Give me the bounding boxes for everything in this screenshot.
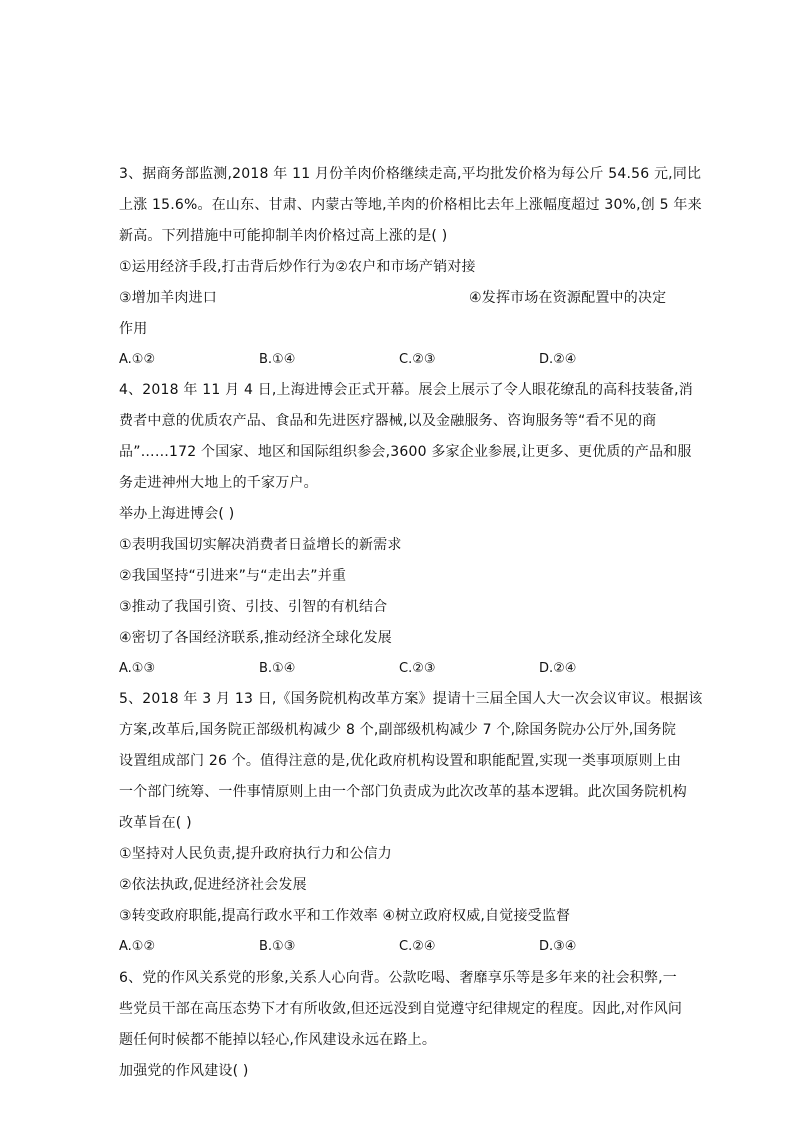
option-b: B.①③ [259, 939, 296, 954]
q4-options [119, 659, 679, 679]
q3-choice-line [119, 288, 679, 308]
q5-choice-3-4: ③转变政府职能,提高行政水平和工作效率 ④树立政府权威,自觉接受监督 [119, 908, 571, 924]
q4-choice-2: ②我国坚持“引进来”与“走出去”并重 [119, 568, 347, 584]
q5-stem-line: 设置组成部门 26 个。值得注意的是,优化政府机构设置和职能配置,实现一类事项原则上由 [119, 753, 682, 769]
q5-choice-2: ②依法执政,促进经济社会发展 [119, 877, 307, 893]
q5-prompt: 改革旨在( ) [119, 815, 192, 831]
q4-choice-3: ③推动了我国引资、引技、引智的有机结合 [119, 599, 388, 615]
option-a: A.①② [119, 352, 156, 367]
q4-prompt: 举办上海进博会( ) [119, 506, 235, 522]
q3-stem-line: 上涨 15.6%。在山东、甘肃、内蒙古等地,羊肉的价格相比去年上涨幅度超过 30%,创 5 年来 [119, 197, 702, 213]
option-c: C.②④ [399, 939, 436, 954]
q4-choice-4: ④密切了各国经济联系,推动经济全球化发展 [119, 630, 392, 646]
q5-stem-line: 5、2018 年 3 月 13 日,《国务院机构改革方案》提请十三届全国人大一次会议审议。根据该 [119, 691, 703, 707]
q4-stem-line: 4、2018 年 11 月 4 日,上海进博会正式开幕。展会上展示了令人眼花缭乱的高科技装备,消 [119, 382, 694, 398]
q4-stem-line: 品”……172 个国家、地区和国际组织参会,3600 多家企业参展,让更多、更优质的产品和服 [119, 444, 692, 460]
option-c: C.②③ [399, 352, 436, 367]
q5-choice-1: ①坚持对人民负责,提升政府执行力和公信力 [119, 846, 392, 862]
q3-choice-4: ④发挥市场在资源配置中的决定 [469, 290, 667, 306]
option-b: B.①④ [259, 352, 296, 367]
q3-stem-line: 新高。下列措施中可能抑制羊肉价格过高上涨的是( ) [119, 228, 448, 244]
option-d: D.②④ [539, 661, 577, 676]
q6-stem-line: 6、党的作风关系党的形象,关系人心向背。公款吃喝、奢靡享乐等是多年来的社会积弊,一 [119, 970, 678, 986]
option-d: D.②④ [539, 352, 577, 367]
option-c: C.②③ [399, 661, 436, 676]
q3-choice-4-cont: 作用 [119, 321, 148, 337]
option-b: B.①④ [259, 661, 296, 676]
q3-choice-3: ③增加羊肉进口 [119, 290, 217, 306]
q4-choice-1: ①表明我国切实解决消费者日益增长的新需求 [119, 537, 402, 553]
q5-stem-line: 方案,改革后,国务院正部级机构减少 8 个,副部级机构减少 7 个,除国务院办公厅外,国务院 [119, 722, 677, 738]
q6-stem-line: 些党员干部在高压态势下才有所收敛,但还远没到自觉遵守纪律规定的程度。因此,对作风问 [119, 1001, 683, 1017]
q5-options [119, 937, 679, 957]
q4-stem-line: 费者中意的优质农产品、食品和先进医疗器械,以及金融服务、咨询服务等“看不见的商 [119, 413, 657, 429]
q5-stem-line: 一个部门统筹、一件事情原则上由一个部门负责成为此次改革的基本逻辑。此次国务院机构 [119, 784, 687, 800]
q3-choice-line: ①运用经济手段,打击背后炒作行为②农户和市场产销对接 [119, 259, 476, 275]
option-d: D.③④ [539, 939, 577, 954]
q6-stem-line: 题任何时候都不能掉以轻心,作风建设永远在路上。 [119, 1032, 437, 1048]
option-a: A.①③ [119, 661, 156, 676]
q3-stem-line: 3、据商务部监测,2018 年 11 月份羊肉价格继续走高,平均批发价格为每公斤 54.56 元,同比 [119, 166, 702, 182]
q3-options [119, 350, 679, 370]
q6-prompt: 加强党的作风建设( ) [119, 1063, 249, 1079]
q4-stem-line: 务走进神州大地上的千家万户。 [119, 475, 318, 491]
option-a: A.①② [119, 939, 156, 954]
